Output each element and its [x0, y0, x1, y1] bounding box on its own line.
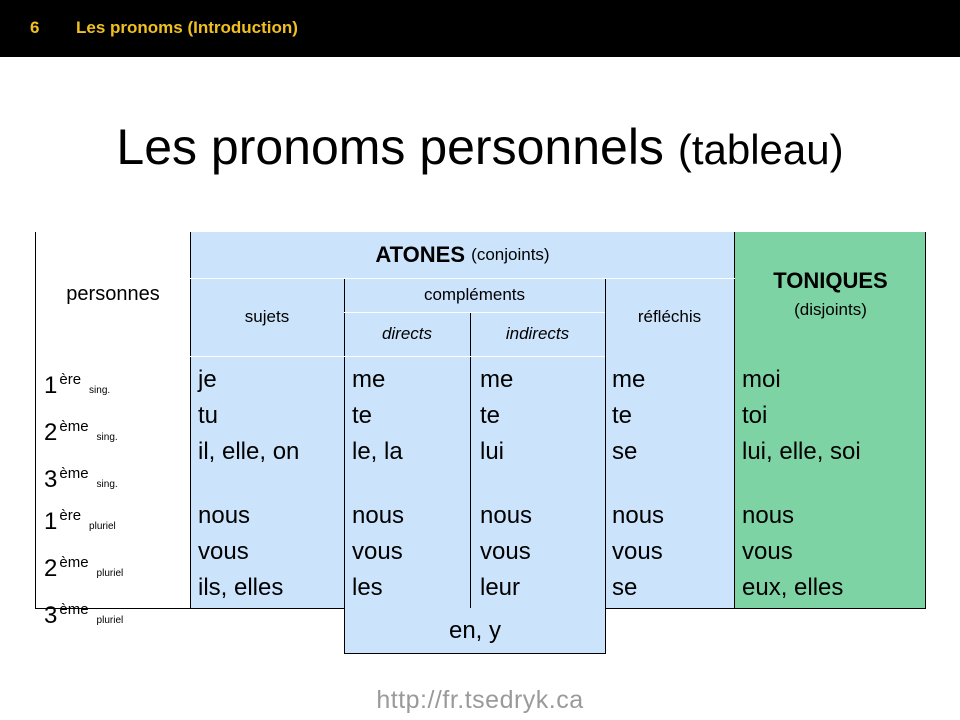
pronoun-cell: vous	[352, 538, 403, 565]
person-row	[44, 592, 190, 639]
pronoun-cell: lui, elle, soi	[742, 438, 861, 465]
personnes-label: personnes	[66, 282, 160, 305]
indirects-singular	[480, 362, 605, 470]
pronoun-cell: lui	[480, 438, 505, 465]
indirects-label: indirects	[505, 324, 570, 343]
person-grammatical-number: sing.	[96, 432, 118, 443]
person-number: 2	[44, 555, 58, 582]
pronoun-cell: nous	[198, 502, 251, 529]
pronoun-cell: le, la	[352, 438, 403, 465]
atones-header	[190, 232, 735, 278]
en-y-label: en, y	[448, 616, 502, 644]
pronoun-cell: nous	[480, 502, 533, 529]
atones-bold: ATONES	[375, 242, 466, 267]
personnes-header	[36, 232, 190, 356]
en-y-box	[344, 608, 606, 654]
person-ordinal: ère	[59, 371, 82, 388]
pronoun-cell: leur	[480, 574, 521, 601]
sujets-plural	[198, 498, 344, 606]
person-grammatical-number: pluriel	[89, 521, 116, 532]
person-ordinal: ème	[59, 554, 89, 571]
person-number: 1	[44, 508, 58, 535]
person-ordinal: ère	[59, 507, 82, 524]
directs-label: directs	[381, 324, 433, 343]
person-grammatical-number: pluriel	[96, 615, 124, 626]
person-ordinal: ème	[59, 601, 89, 618]
indirects-plural	[480, 498, 605, 606]
person-number: 2	[44, 419, 58, 446]
pronoun-cell: vous	[742, 538, 793, 565]
indirects-header	[470, 312, 605, 356]
pronoun-cell: il, elle, on	[198, 438, 300, 465]
toniques-plural	[742, 498, 925, 606]
person-ordinal: ème	[59, 465, 89, 482]
pronoun-cell: nous	[612, 502, 665, 529]
pronoun-cell: me	[612, 366, 646, 393]
section-title: Les pronoms (Introduction)	[76, 18, 298, 37]
pronoun-cell: vous	[612, 538, 663, 565]
person-row	[44, 456, 190, 503]
directs-header	[344, 312, 470, 356]
toniques-singular	[742, 362, 925, 470]
person-row	[44, 545, 190, 592]
pronoun-cell: ils, elles	[198, 574, 284, 601]
atones-rest: (conjoints)	[471, 245, 550, 264]
reflechis-plural	[612, 498, 734, 606]
pronoun-cell: me	[480, 366, 514, 393]
persons-plural	[44, 498, 190, 639]
toniques-rest: (disjoints)	[794, 300, 867, 319]
pronoun-cell: tu	[198, 402, 219, 429]
sujets-header	[190, 278, 344, 356]
person-row	[44, 409, 190, 456]
pronoun-cell: moi	[742, 366, 781, 393]
toniques-header	[735, 232, 926, 356]
person-ordinal: ème	[59, 418, 89, 435]
pronoun-cell: me	[352, 366, 386, 393]
persons-singular	[44, 362, 190, 503]
person-row	[44, 498, 190, 545]
person-number: 1	[44, 372, 58, 399]
pronoun-cell: vous	[198, 538, 249, 565]
person-grammatical-number: sing.	[89, 385, 111, 396]
pronoun-cell: se	[612, 574, 638, 601]
sujets-label: sujets	[244, 307, 290, 326]
person-number: 3	[44, 602, 58, 629]
pronoun-cell: te	[612, 402, 633, 429]
pronoun-cell: se	[612, 438, 638, 465]
complements-label: compléments	[423, 285, 526, 304]
person-grammatical-number: sing.	[96, 479, 118, 490]
directs-plural	[352, 498, 470, 606]
pronoun-cell: nous	[742, 502, 795, 529]
title-main: Les pronoms personnels	[116, 119, 664, 175]
person-grammatical-number: pluriel	[96, 568, 124, 579]
slide-number: 6	[30, 18, 40, 37]
person-row	[44, 362, 190, 409]
reflechis-singular	[612, 362, 734, 470]
reflechis-header	[605, 278, 734, 356]
pronoun-cell: toi	[742, 402, 768, 429]
pronoun-cell: je	[198, 366, 217, 393]
toniques-bold: TONIQUES	[773, 268, 888, 293]
sujets-singular	[198, 362, 344, 470]
pronoun-cell: les	[352, 574, 383, 601]
pronoun-cell: te	[480, 402, 501, 429]
pronoun-cell: eux, elles	[742, 574, 844, 601]
complements-header	[344, 278, 605, 312]
page-title	[0, 118, 960, 176]
pronoun-cell: nous	[352, 502, 405, 529]
pronoun-cell: vous	[480, 538, 531, 565]
header-bar	[0, 0, 960, 57]
person-number: 3	[44, 466, 58, 493]
title-sub: (tableau)	[677, 126, 844, 173]
directs-singular	[352, 362, 470, 470]
reflechis-label: réfléchis	[637, 307, 702, 326]
footer-url: http://fr.tsedryk.ca	[376, 686, 584, 714]
line-header-bottom	[190, 356, 605, 357]
pronoun-cell: te	[352, 402, 373, 429]
